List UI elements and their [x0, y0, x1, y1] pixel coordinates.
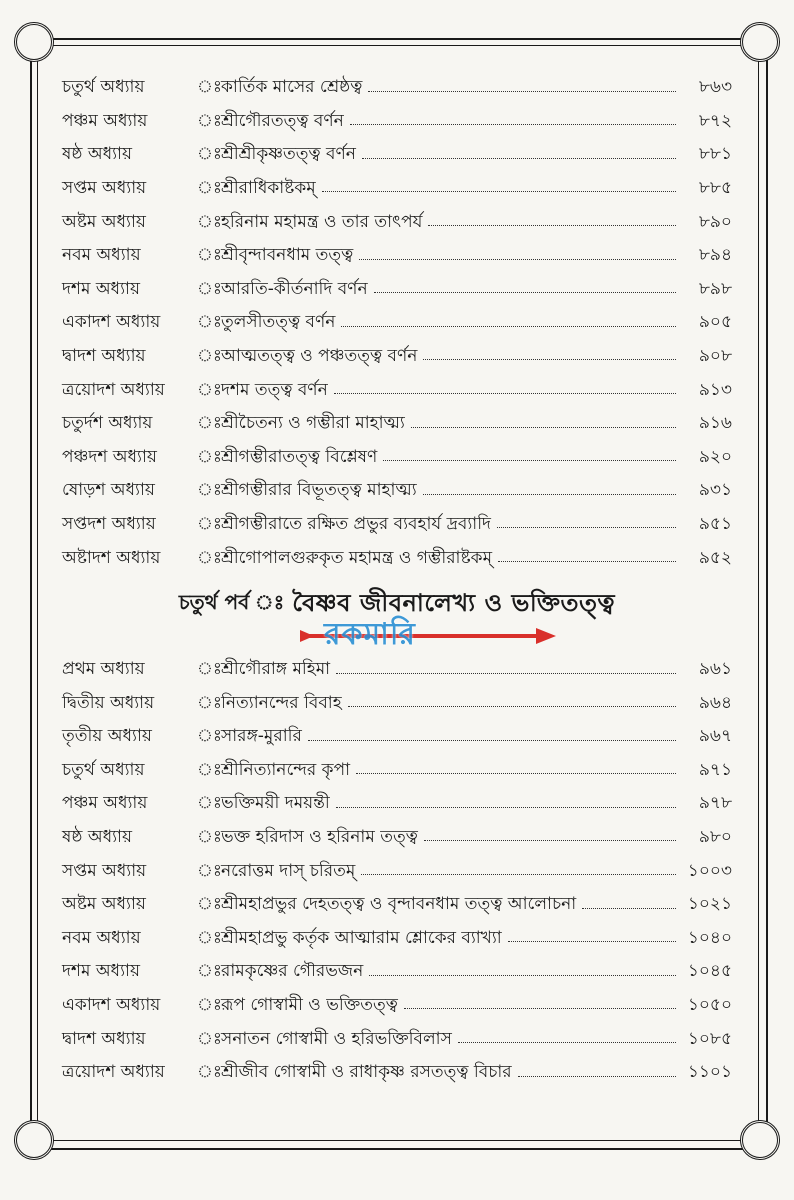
toc-row [62, 400, 732, 434]
chapter-label: ষোড়শ অধ্যায় [62, 480, 155, 501]
separator: ঃ [197, 413, 222, 434]
dot-leader [497, 527, 676, 528]
page-number: ৯৮০ [698, 827, 732, 848]
page-number: ৯০৮ [698, 345, 732, 366]
toc-row [62, 64, 732, 98]
separator: ঃ [197, 860, 222, 881]
chapter-label: ষষ্ঠ অধ্যায় [62, 827, 132, 848]
chapter-label: দশম অধ্যায় [62, 961, 140, 982]
dot-leader [428, 225, 676, 226]
watermark [300, 606, 560, 666]
chapter-label: দ্বাদশ অধ্যায় [62, 1028, 146, 1049]
separator: ঃ [197, 177, 222, 198]
separator: ঃ [197, 995, 222, 1016]
chapter-title: দশম তত্ত্ব বর্ণন [221, 379, 328, 400]
separator: ঃ [197, 245, 222, 266]
dot-leader [368, 91, 676, 92]
chapter-label: তৃতীয় অধ্যায় [62, 726, 152, 747]
toc-row [62, 165, 732, 199]
toc-row [62, 366, 732, 400]
table-of-contents [62, 64, 732, 1083]
separator: ঃ [197, 278, 222, 299]
toc-row [62, 266, 732, 300]
toc-row [62, 814, 732, 848]
dot-leader [341, 326, 676, 327]
chapter-label: সপ্তদশ অধ্যায় [62, 513, 156, 534]
separator: ঃ [197, 726, 222, 747]
separator: ঃ [197, 927, 222, 948]
toc-row [62, 98, 732, 132]
toc-row [62, 780, 732, 814]
chapter-label: দ্বিতীয় অধ্যায় [62, 692, 155, 713]
toc-row [62, 881, 732, 915]
chapter-label: অষ্টাদশ অধ্যায় [62, 547, 161, 568]
toc-row [62, 713, 732, 747]
chapter-title: শ্রীগম্ভীরাতে রক্ষিত প্রভুর ব্যবহার্য দ্রব্যাদি [221, 513, 491, 534]
dot-leader [383, 460, 676, 461]
separator: ঃ [197, 759, 222, 780]
toc-row [62, 198, 732, 232]
page-number: ১০৪০ [687, 927, 732, 948]
toc-row [62, 131, 732, 165]
dot-leader [356, 773, 676, 774]
dot-leader [498, 561, 676, 562]
page-number: ৯৭১ [698, 759, 732, 780]
chapter-label: ত্রয়োদশ অধ্যায় [62, 1062, 165, 1083]
chapter-label: প্রথম অধ্যায় [62, 659, 145, 680]
toc-row [62, 299, 732, 333]
page-number: ১০০৩ [687, 860, 732, 881]
toc-row [62, 680, 732, 714]
section-title: বৈষ্ণব জীবনালেখ্য ও ভক্তিতত্ত্ব [292, 588, 616, 617]
dot-leader [336, 673, 676, 674]
dot-leader [424, 840, 676, 841]
dot-leader [423, 494, 676, 495]
dot-leader [362, 158, 676, 159]
chapter-label: পঞ্চম অধ্যায় [62, 110, 148, 131]
chapter-title: শ্রীমহাপ্রভুর দেহতত্ত্ব ও বৃন্দাবনধাম তত্ত্ব আলোচনা [221, 894, 577, 915]
part3-list [62, 64, 732, 568]
separator: ঃ [197, 345, 222, 366]
chapter-title: সনাতন গোস্বামী ও হরিভক্তিবিলাস [221, 1028, 452, 1049]
dot-leader [359, 259, 676, 260]
dot-leader [336, 807, 676, 808]
section-label: চতুর্থ পর্ব ঃ [178, 590, 285, 615]
separator: ঃ [197, 211, 222, 232]
dot-leader [308, 740, 676, 741]
chapter-title: আরতি-কীর্তনাদি বর্ণন [221, 278, 368, 299]
page-number: ৯৬১ [698, 659, 732, 680]
chapter-title: ভক্তিময়ী দময়ন্তী [221, 793, 330, 814]
chapter-label: অষ্টম অধ্যায় [62, 211, 146, 232]
dot-leader [350, 124, 676, 125]
chapter-title: রামকৃষ্ণের গৌরভজন [221, 961, 364, 982]
chapter-title: শ্রীনিত্যানন্দের কৃপা [221, 759, 351, 780]
dot-leader [411, 427, 676, 428]
part4-list [62, 646, 732, 1083]
toc-row [62, 1049, 732, 1083]
dot-leader [348, 706, 676, 707]
dot-leader [582, 908, 676, 909]
chapter-label: ষষ্ঠ অধ্যায় [62, 144, 132, 165]
toc-row [62, 982, 732, 1016]
page-number: ৮৯৪ [698, 245, 732, 266]
separator: ঃ [197, 77, 222, 98]
page-number: ৯৩১ [698, 480, 732, 501]
chapter-title: শ্রীগৌরাঙ্গ মহিমা [221, 659, 331, 680]
toc-row [62, 915, 732, 949]
page-number: ৮৯৮ [698, 278, 732, 299]
chapter-label: চতুর্থ অধ্যায় [62, 77, 145, 98]
dot-leader [404, 1008, 676, 1009]
page-number: ৯১৩ [698, 379, 732, 400]
chapter-title: শ্রীজীব গোস্বামী ও রাধাকৃষ্ণ রসতত্ত্ব বিচার [221, 1062, 512, 1083]
chapter-label: অষ্টম অধ্যায় [62, 894, 146, 915]
toc-row [62, 948, 732, 982]
chapter-title: শ্রীচৈতন্য ও গম্ভীরা মাহাত্ম্য [221, 413, 405, 434]
chapter-title: কার্তিক মাসের শ্রেষ্ঠত্ব [221, 77, 363, 98]
separator: ঃ [197, 312, 222, 333]
page-number: ১০৮৫ [687, 1028, 732, 1049]
separator: ঃ [197, 961, 222, 982]
dot-leader [361, 874, 676, 875]
page-number: ৮৮১ [698, 144, 732, 165]
page-number: ৮৯০ [698, 211, 732, 232]
chapter-label: দ্বাদশ অধ্যায় [62, 345, 146, 366]
page-number: ৯৫২ [698, 547, 732, 568]
separator: ঃ [197, 827, 222, 848]
dot-leader [369, 975, 676, 976]
separator: ঃ [197, 513, 222, 534]
corner-ornament-icon [740, 1120, 780, 1160]
corner-ornament-icon [14, 1120, 54, 1160]
dot-leader [334, 393, 676, 394]
dot-leader [374, 292, 676, 293]
chapter-label: সপ্তম অধ্যায় [62, 177, 147, 198]
separator: ঃ [197, 793, 222, 814]
corner-ornament-icon [740, 22, 780, 62]
chapter-title: সারঙ্গ-মুরারি [221, 726, 302, 747]
chapter-title: তুলসীতত্ত্ব বর্ণন [221, 312, 336, 333]
page-number: ৮৮৫ [698, 177, 732, 198]
chapter-title: শ্রীগম্ভীরার বিভূতত্ত্ব মাহাত্ম্য [221, 480, 417, 501]
toc-row [62, 1015, 732, 1049]
chapter-label: সপ্তম অধ্যায় [62, 860, 147, 881]
toc-row [62, 847, 732, 881]
separator: ঃ [197, 144, 222, 165]
chapter-title: আত্মতত্ত্ব ও পঞ্চতত্ত্ব বর্ণন [221, 345, 418, 366]
dot-leader [508, 941, 676, 942]
chapter-title: রূপ গোস্বামী ও ভক্তিতত্ত্ব [221, 995, 398, 1016]
page-number: ১১০১ [687, 1062, 732, 1083]
chapter-label: একাদশ অধ্যায় [62, 995, 161, 1016]
dot-leader [322, 191, 676, 192]
chapter-label: চতুর্দশ অধ্যায় [62, 413, 153, 434]
page-number: ৯৫১ [698, 513, 732, 534]
chapter-label: দশম অধ্যায় [62, 278, 140, 299]
separator: ঃ [197, 379, 222, 400]
chapter-title: নিত্যানন্দের বিবাহ [221, 692, 342, 713]
toc-row [62, 534, 732, 568]
dot-leader [423, 359, 676, 360]
chapter-title: শ্রীগোপালগুরুকৃত মহামন্ত্র ও গম্ভীরাষ্টকম্ [221, 547, 493, 568]
separator: ঃ [197, 1028, 222, 1049]
chapter-title: নরোত্তম দাস্ চরিতম্ [221, 860, 356, 881]
chapter-title: হরিনাম মহামন্ত্র ও তার তাৎপর্য [221, 211, 423, 232]
toc-row [62, 467, 732, 501]
chapter-label: চতুর্থ অধ্যায় [62, 759, 145, 780]
separator: ঃ [197, 446, 222, 467]
chapter-label: নবম অধ্যায় [62, 245, 141, 266]
chapter-title: শ্রীগম্ভীরাতত্ত্ব বিশ্লেষণ [221, 446, 378, 467]
page-number: ৯২০ [698, 446, 732, 467]
separator: ঃ [197, 692, 222, 713]
dot-leader [518, 1076, 676, 1077]
page-number: ৯১৬ [698, 413, 732, 434]
separator: ঃ [197, 547, 222, 568]
page-number: ৯৬৭ [698, 726, 732, 747]
separator: ঃ [197, 1062, 222, 1083]
page-number: ১০৪৫ [687, 961, 732, 982]
chapter-label: ত্রয়োদশ অধ্যায় [62, 379, 165, 400]
page-number: ১০৫০ [687, 995, 732, 1016]
page-number: ৯০৫ [698, 312, 732, 333]
page-number: ৯৬৪ [698, 692, 732, 713]
chapter-title: ভক্ত হরিদাস ও হরিনাম তত্ত্ব [221, 827, 418, 848]
chapter-label: একাদশ অধ্যায় [62, 312, 161, 333]
separator: ঃ [197, 110, 222, 131]
separator: ঃ [197, 659, 222, 680]
page-number: ৮৭২ [698, 110, 732, 131]
chapter-title: শ্রীগৌরতত্ত্ব বর্ণন [221, 110, 344, 131]
toc-row [62, 501, 732, 535]
watermark-text: রকমারি [324, 617, 416, 652]
page-number: ৮৬৩ [698, 77, 732, 98]
toc-row [62, 232, 732, 266]
page-number: ৯৭৮ [698, 793, 732, 814]
chapter-title: শ্রীরাধিকাষ্টকম্ [221, 177, 316, 198]
page-number: ১০২১ [687, 894, 732, 915]
chapter-title: শ্রীশ্রীকৃষ্ণতত্ত্ব বর্ণন [221, 144, 356, 165]
chapter-label: পঞ্চদশ অধ্যায় [62, 446, 157, 467]
chapter-label: নবম অধ্যায় [62, 927, 141, 948]
toc-row [62, 434, 732, 468]
separator: ঃ [197, 894, 222, 915]
separator: ঃ [197, 480, 222, 501]
toc-row [62, 747, 732, 781]
corner-ornament-icon [14, 22, 54, 62]
chapter-title: শ্রীমহাপ্রভু কর্তৃক আত্মারাম শ্লোকের ব্যাখ্যা [221, 927, 502, 948]
chapter-label: পঞ্চম অধ্যায় [62, 793, 148, 814]
toc-row [62, 333, 732, 367]
chapter-title: শ্রীবৃন্দাবনধাম তত্ত্ব [221, 245, 354, 266]
dot-leader [458, 1042, 676, 1043]
